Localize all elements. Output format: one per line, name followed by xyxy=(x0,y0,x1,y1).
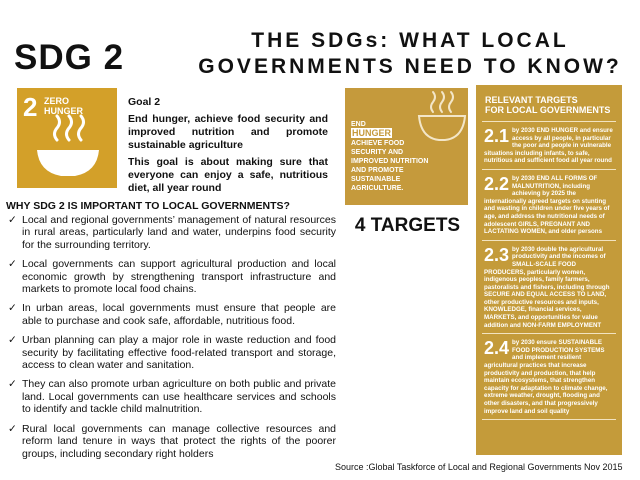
list-item xyxy=(6,302,336,327)
target-text: by 2030 ensure SUSTAINABLE FOOD PRODUCTION SYSTEMS and implement resilient agricultural practices that increase productivity and production, that help maintain ecosystems, that strengthen capacity for adaptation to climate change, extreme weather, drought, flooding and other disasters, and that progressively improve land and soil quality xyxy=(484,339,608,415)
check-icon: ✓ xyxy=(8,334,17,347)
goal-number: 2 xyxy=(23,92,38,122)
relevant-targets-panel xyxy=(476,85,622,455)
card-rest: ACHIEVE FOOD SECURITY AND IMPROVED NUTRITION AND PROMOTE SUSTAINABLE AGRICULTURE. xyxy=(351,140,429,192)
card-hunger: HUNGER xyxy=(352,128,392,138)
target-number: 2.4 xyxy=(484,338,510,359)
title-line-2: GOVERNMENTS NEED TO KNOW? xyxy=(198,55,622,78)
panel-heading-line2: FOR LOCAL GOVERNMENTS xyxy=(485,105,611,115)
target-item xyxy=(482,169,616,240)
sdg-label: SDG 2 xyxy=(14,38,125,77)
target-text: by 2030 END HUNGER and ensure access by all people, in particular the poor and people in vulnerable situations including infants, to safe, nutritious and sufficient food all year round xyxy=(484,127,613,165)
goal-about: This goal is about making sure that everyone can enjoy a safe, nutritious diet, all year round xyxy=(128,156,328,194)
target-item xyxy=(482,240,616,334)
list-item xyxy=(6,334,336,371)
sdg2-goal-icon xyxy=(17,88,117,188)
list-item-text: They can also promote urban agriculture on both public and private land. Local governments can use healthcare services and schools to identify and tackle child malnutrition. xyxy=(22,378,336,416)
list-item xyxy=(6,378,336,415)
list-item xyxy=(6,214,336,251)
target-number: 2.3 xyxy=(484,244,510,265)
target-text: by 2030 double the agricultural productivity and the incomes of SMALL-SCALE FOOD PRODUCERS, particularly women, indigenous peoples, family farmers, pastoralists and fishers, including through SECURE AND EQUAL ACCESS TO LAND, other productive resources and inputs, KNOWLEDGE, financial services, MARKETS, and opportunities for value addition and NON-FARM EMPLOYMENT xyxy=(484,245,610,329)
list-item-text: In urban areas, local governments must ensure that people are able to purchase and cook safe, affordable, nutritious food. xyxy=(22,302,336,327)
why-section xyxy=(6,200,336,467)
goal-description xyxy=(128,96,328,199)
check-icon: ✓ xyxy=(8,378,17,391)
icon-label-line2: HUNGER xyxy=(44,106,84,116)
list-item-text: Local and regional governments’ management of natural resources in rural areas, particularly land and water, underpins food security for the surrounding territory. xyxy=(22,214,336,251)
why-list xyxy=(6,214,336,460)
target-item xyxy=(482,333,616,420)
card-text xyxy=(351,120,431,193)
list-item xyxy=(6,423,336,460)
goal-heading: Goal 2 xyxy=(128,96,161,108)
why-heading: WHY SDG 2 IS IMPORTANT TO LOCAL GOVERNMENTS? xyxy=(6,200,290,212)
end-hunger-card xyxy=(345,88,468,205)
soup-bowl-icon xyxy=(17,88,117,188)
target-number: 2.1 xyxy=(484,126,510,146)
list-item xyxy=(6,258,336,295)
list-item-text: Rural local governments can manage collective resources and reform land tenure in ways that protect the rights of the poorer groups, including secondary right holders xyxy=(22,422,336,460)
check-icon: ✓ xyxy=(8,302,17,315)
target-number: 2.2 xyxy=(484,173,510,194)
list-item-text: Urban planning can play a major role in waste reduction and food security by facilitating effective food-related transport and storage, access to clean water and sanitation. xyxy=(22,334,336,372)
source-note: Source :Global Taskforce of Local and Regional Governments Nov 2015 xyxy=(335,462,623,472)
list-item-text: Local governments can support agricultural production and local economic growth by strengthening transport infrastructure and markets to promote local food chains. xyxy=(22,258,336,296)
card-end: END xyxy=(351,121,366,128)
target-text: by 2030 END ALL FORMS OF MALNUTRITION, including achieving by 2025 the internationally agreed targets on stunting and wasting in children under five years of age, and address the nutritional needs of adolescent GIRLS, PREGNANT AND LACTATING WOMEN, and older persons xyxy=(484,174,610,236)
panel-heading xyxy=(485,95,616,115)
check-icon: ✓ xyxy=(8,214,17,226)
icon-label-line1: ZERO xyxy=(44,96,70,106)
goal-statement: End hunger, achieve food security and improved nutrition and promote sustainable agriculture xyxy=(128,113,328,151)
title-line-1: THE SDGs: WHAT LOCAL xyxy=(251,29,569,52)
check-icon: ✓ xyxy=(8,422,17,435)
page-title xyxy=(190,28,630,80)
panel-heading-line1: RELEVANT TARGETS xyxy=(485,95,578,105)
targets-count: 4 TARGETS xyxy=(354,215,461,236)
target-item xyxy=(482,121,616,169)
check-icon: ✓ xyxy=(8,258,17,271)
